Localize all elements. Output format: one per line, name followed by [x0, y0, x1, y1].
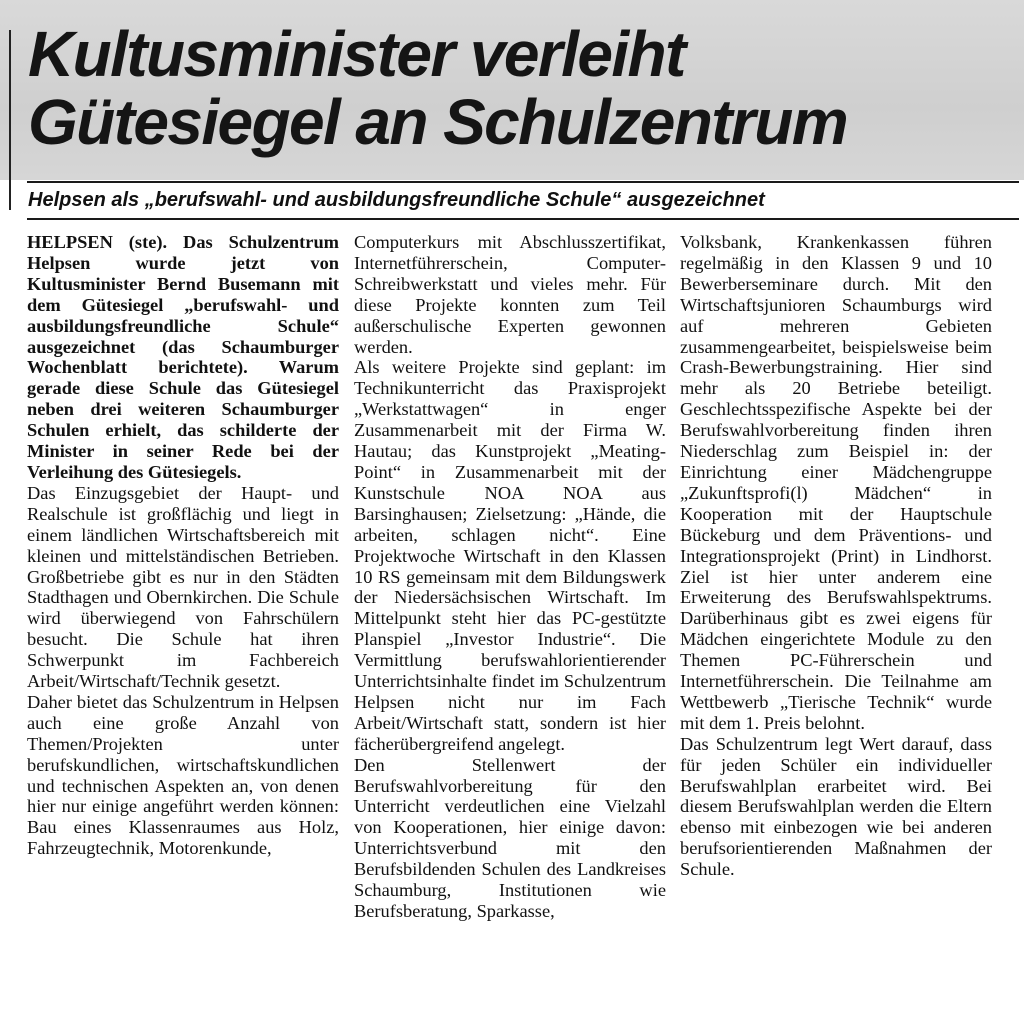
article-column-1 — [27, 232, 339, 859]
body-paragraph: Volksbank, Krankenkassen führen regelmäßig in den Klassen 9 und 10 Bewerberseminare durch. Mit den Wirtschaftsjunioren Schaumburgs wird auf mehreren Gebieten zusammengearbeitet, beispielsweise beim Crash-Bewerbungstraining. Hier sind mehr als 20 Betriebe beteiligt. Geschlechtsspezifische Aspekte bei der Berufswahlvorbereitung finden ihren Niederschlag zum Beispiel in: der Einrichtung einer Mädchengruppe „Zukunftsprofi(l) Mädchen“ in Kooperation mit der Hauptschule Bückeburg und dem Präventions- und Integrationsprojekt (Print) in Lindhorst. Ziel ist hier unter anderem eine Erweiterung des Berufswahlspektrums. Darüberhinaus gibt es zwei eigens für Mädchen eingerichtete Module zu den Themen PC-Führerschein und Internetführerschein. Die Teilnahme am Wettbewerb „Tierische Technik“ wurde mit dem 1. Preis belohnt. — [680, 232, 992, 733]
subheadline-top-rule — [27, 181, 1019, 183]
body-paragraph: Daher bietet das Schulzentrum in Helpsen auch eine große Anzahl von Themen/Projekten unter berufskundlichen, wirtschaftskundlichen und technischen Aspekten an, von denen hier nur einige angeführt werden können: Bau eines Klassenraumes aus Holz, Fahrzeugtechnik, Motorenkunde, — [27, 691, 339, 859]
body-paragraph: Das Schulzentrum legt Wert darauf, dass für jeden Schüler ein individueller Berufswahlplan erarbeitet wird. Bei diesem Berufswahlplan werden die Eltern ebenso mit einbezogen wie bei anderen berufsorientierenden Maßnahmen der Schule. — [680, 733, 992, 880]
headline — [28, 20, 1018, 156]
article-column-2 — [354, 232, 666, 922]
body-paragraph: Computerkurs mit Abschlusszertifikat, Internetführerschein, Computer-Schreibwerkstatt und vieles mehr. Für diese Projekte konnten zum Teil außerschulische Experten gewonnen werden. — [354, 232, 666, 357]
headline-line-1: Kultusminister verleiht — [28, 18, 685, 90]
headline-line-2: Gütesiegel an Schulzentrum — [28, 86, 848, 158]
body-paragraph: Als weitere Projekte sind geplant: im Technikunterricht das Praxisprojekt „Werkstattwagen“ in enger Zusammenarbeit mit der Firma W. Hautau; das Kunstprojekt „Meating-Point“ in Zusammenarbeit mit der Kunstschule NOA NOA aus Barsinghausen; Zielsetzung: „Hände, die arbeiten, schlagen nicht“. Eine Projektwoche Wirtschaft in den Klassen 10 RS gemeinsam mit dem Bildungswerk der Niedersächsischen Wirtschaft. Im Mittelpunkt steht hier das PC-gestützte Planspiel „Investor Industrie“. Die Vermittlung berufswahlorientierender Unterrichtsinhalte findet im Schulzentrum Helpsen nicht nur im Fach Arbeit/Wirtschaft statt, sondern ist hier fächerübergreifend angelegt. — [354, 357, 666, 754]
subheadline-bottom-rule — [27, 218, 1019, 220]
lead-paragraph: HELPSEN (ste). Das Schulzentrum Helpsen wurde jetzt von Kultusminister Bernd Busemann mit dem Gütesiegel „berufswahl- und ausbildungsfreundliche Schule“ ausgezeichnet (das Schaumburger Wochenblatt berichtete). Warum gerade diese Schule das Gütesiegel neben drei weiteren Schaumburger Schulen erhielt, das schilderte der Minister in seiner Rede bei der Verleihung des Gütesiegels. — [27, 232, 339, 482]
subheadline: Helpsen als „berufswahl- und ausbildungsfreundliche Schule“ ausgezeichnet — [28, 189, 765, 211]
left-margin-rule — [9, 30, 11, 210]
article-column-3 — [680, 232, 992, 880]
body-paragraph: Das Einzugsgebiet der Haupt- und Realschule ist großflächig und liegt in einem ländlichen Wirtschaftsbereich mit kleinen und mittelständischen Betrieben. Großbetriebe gibt es nur in den Städten Stadthagen und Obernkirchen. Die Schule wird überwiegend von Fahrschülern besucht. Die Schule hat ihren Schwerpunkt im Fachbereich Arbeit/Wirtschaft/Technik gesetzt. — [27, 482, 339, 692]
body-paragraph: Den Stellenwert der Berufswahlvorbereitung für den Unterricht verdeutlichen eine Vielzahl von Kooperationen, hier einige davon: Unterrichtsverbund mit den Berufsbildenden Schulen des Landkreises Schaumburg, Institutionen wie Berufsberatung, Sparkasse, — [354, 754, 666, 921]
